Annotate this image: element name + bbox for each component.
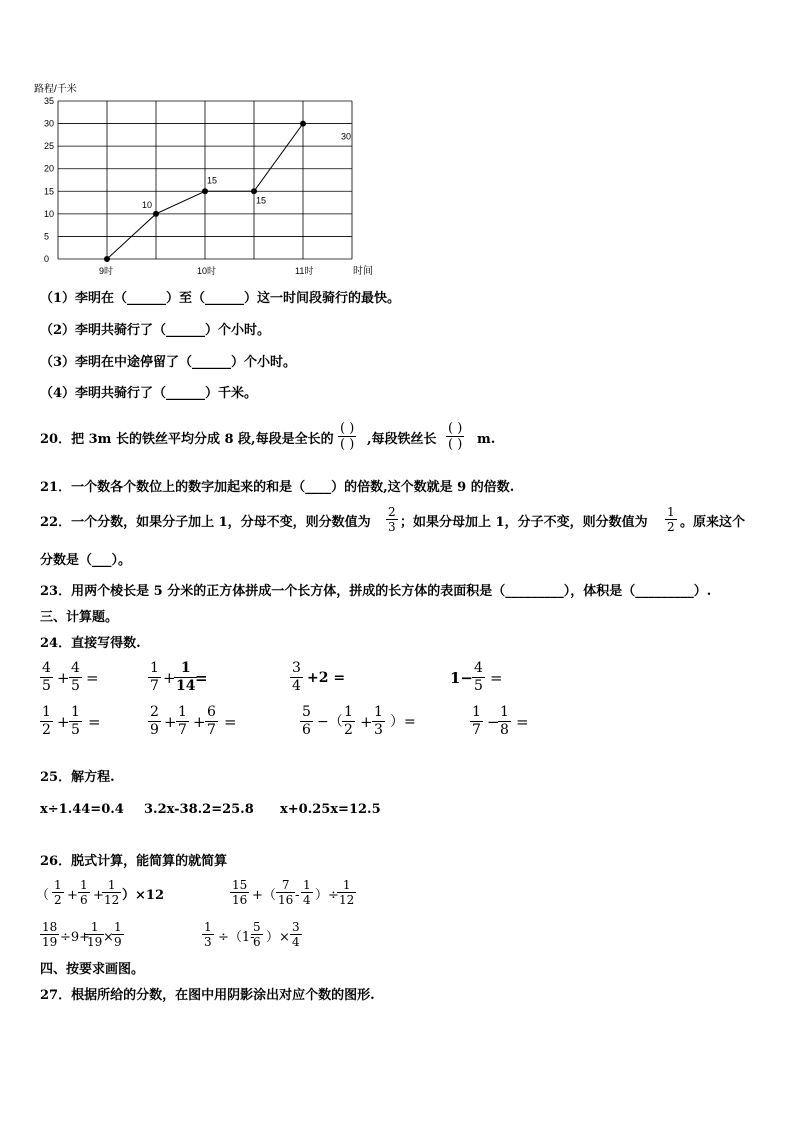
data-point <box>202 188 208 194</box>
q24-expr-1: $\frac{4}{5}$ + $\frac{4}{5}$ = <box>42 660 99 694</box>
q27-text: 27．根据所给的分数，在图中用阴影涂出对应个数的图形. <box>40 988 375 1003</box>
x-axis-label: 时间 <box>353 266 373 277</box>
q24-expr-7: $\frac{5}{6}$ −（ $\frac{1}{2}$ + $\frac{1}{3}$ ）= <box>302 704 416 738</box>
q19-sub3: （3）李明在中途停留了（______）个小时。 <box>40 355 297 370</box>
data-point <box>251 188 257 194</box>
q26-expr-2: $\frac{15}{16}$ +（ $\frac{7}{16}$ - $\frac{1}{4}$ ）÷ $\frac{1}{12}$ <box>232 878 355 907</box>
y-tick-label: 30 <box>44 118 55 129</box>
q24-expr-3: $\frac{3}{4}$ +2 = <box>292 660 346 694</box>
q25-equation-2: 3.2x-38.2=25.8 <box>144 802 254 817</box>
y-tick-label: 5 <box>44 231 50 242</box>
x-tick-labels <box>99 265 313 276</box>
q24-expr-2: $\frac{1}{7}$ + $\frac{1}{14}$ = <box>150 660 208 694</box>
chart-grid <box>58 101 352 259</box>
data-label: 10 <box>142 199 153 210</box>
q22-fraction-two-thirds: $\frac{2}{3}$ <box>388 505 396 534</box>
q22-text-b: ；如果分母加上 1，分子不变，则分数值为 <box>400 515 648 530</box>
q20-text-b: ,每段铁丝长 <box>367 432 437 447</box>
q24-expr-6: $\frac{2}{9}$ + $\frac{1}{7}$ + $\frac{6}{7}$ = <box>150 704 237 738</box>
data-point <box>104 256 110 262</box>
q26-expr-1: （ $\frac{1}{2}$ + $\frac{1}{6}$ + $\frac{1}{12}$ ）×12 <box>36 878 164 907</box>
q24-expr-8: $\frac{1}{7}$ − $\frac{1}{8}$ = <box>472 704 529 738</box>
q25-equation-1: x÷1.44=0.4 <box>40 802 124 817</box>
y-tick-label: 0 <box>44 254 50 264</box>
q26-expr-4: $\frac{1}{3}$ ÷（1- $\frac{5}{6}$ ）× $\frac{3}{4}$ <box>204 920 300 949</box>
data-point <box>300 121 306 127</box>
q22-text-d: 分数是（___）。 <box>40 553 132 568</box>
q20-text-a: 20．把 3m 长的铁丝平均分成 8 段,每段是全长的 <box>40 432 334 447</box>
y-tick-label: 25 <box>44 141 55 152</box>
y-axis-label: 路程/千米 <box>34 84 77 95</box>
q22-text-c: 。原来这个 <box>680 515 746 530</box>
q20-length-blank: ( ) ( ) <box>448 421 463 452</box>
q19-sub4: （4）李明共骑行了（______）千米。 <box>40 386 258 401</box>
q19-sub1: （1）李明在（______）至（______）这一时间段骑行的最快。 <box>40 291 401 306</box>
q25-equation-3: x+0.25x=12.5 <box>280 802 381 817</box>
distance-time-chart <box>30 80 390 280</box>
q24-title: 24．直接写得数. <box>40 636 141 651</box>
q24-expr-5: $\frac{1}{2}$ + $\frac{1}{5}$ = <box>42 704 101 738</box>
data-label: 30 <box>341 131 352 142</box>
x-tick-label: 11时 <box>295 266 314 276</box>
q20-fraction-blank: ( ) ( ) <box>340 421 355 452</box>
data-label: 15 <box>256 195 267 206</box>
q24-expr-4: 1− $\frac{4}{5}$ = <box>450 660 503 694</box>
q26-expr-3: $\frac{18}{19}$ ÷9+ $\frac{1}{19}$ × $\frac{1}{9}$ <box>42 920 122 949</box>
q19-sub2: （2）李明共骑行了（______）个小时。 <box>40 323 271 338</box>
q22-fraction-one-half: $\frac{1}{2}$ <box>667 505 675 534</box>
q21-text: 21．一个数各个数位上的数字加起来的和是（____）的倍数,这个数就是 9 的倍数. <box>40 480 515 495</box>
q26-title: 26．脱式计算，能简算的就简算 <box>40 854 228 869</box>
y-tick-label: 20 <box>44 163 55 174</box>
q20-text-c: m. <box>477 432 496 447</box>
x-tick-label: 10时 <box>197 266 217 276</box>
q23-text: 23．用两个棱长是 5 分米的正方体拼成一个长方体，拼成的长方体的表面积是（_________），体积是（_________）. <box>40 584 712 599</box>
y-tick-label: 35 <box>44 96 55 106</box>
data-label: 15 <box>207 175 218 186</box>
q22-text-a: 22．一个分数，如果分子加上 1，分母不变，则分数值为 <box>40 515 371 530</box>
section-4-heading: 四、按要求画图。 <box>40 962 145 977</box>
y-tick-labels <box>44 96 54 264</box>
q25-title: 25．解方程. <box>40 770 115 785</box>
data-point <box>153 211 159 217</box>
section-3-heading: 三、计算题。 <box>40 610 119 625</box>
x-tick-label: 9时 <box>99 266 114 276</box>
y-tick-label: 15 <box>44 186 55 197</box>
y-tick-label: 10 <box>44 208 55 219</box>
